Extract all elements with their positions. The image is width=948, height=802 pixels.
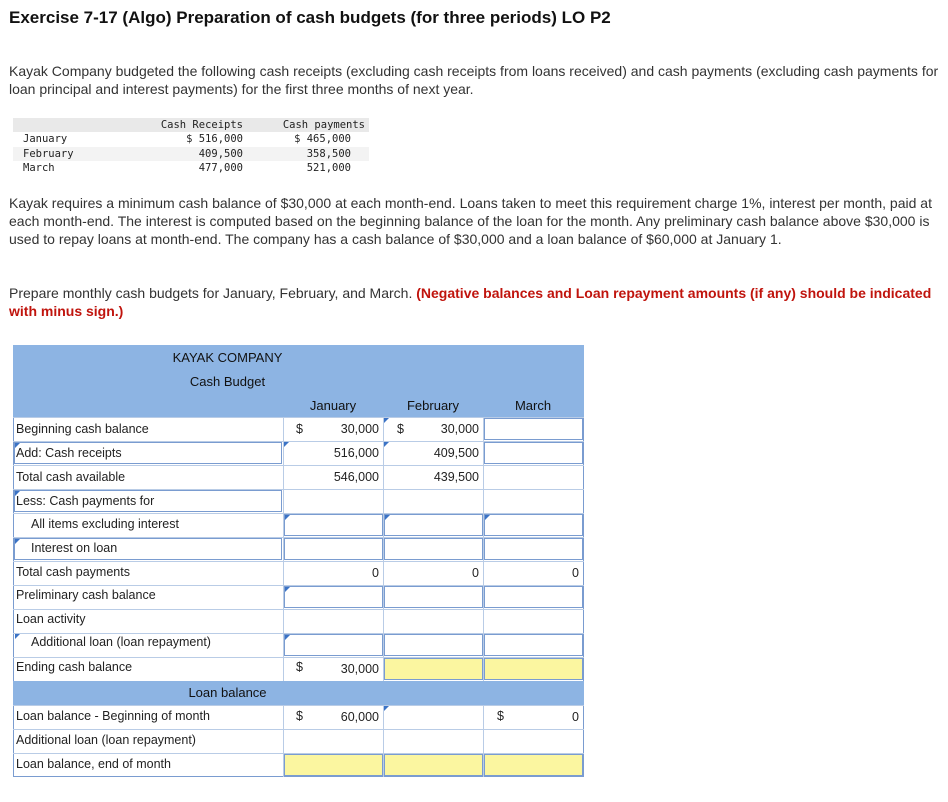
jan-loan-additional	[284, 730, 383, 752]
month-header-february: February	[406, 398, 460, 413]
input-flag-icon	[285, 515, 290, 520]
payments-cell: 521,000	[306, 162, 351, 174]
jan-ending-cash: 30,000	[340, 662, 379, 676]
label-all-items: All items excluding interest	[31, 517, 179, 531]
label-loan-activity: Loan activity	[16, 612, 86, 626]
budget-subtitle: Cash Budget	[189, 374, 266, 389]
mar-all-items-input[interactable]	[484, 514, 583, 536]
jan-total-payments: 0	[372, 566, 379, 580]
dollar-sign: $	[497, 709, 504, 723]
jan-loan-end-input[interactable]	[284, 754, 383, 776]
mar-interest-input[interactable]	[484, 538, 583, 560]
feb-additional-loan-input[interactable]	[384, 634, 483, 656]
jan-receipts: 516,000	[333, 446, 379, 460]
jan-beginning-cash: 30,000	[340, 422, 379, 436]
feb-total-available: 439,500	[433, 470, 479, 484]
label-total-available: Total cash available	[16, 470, 126, 484]
month-cell: February	[13, 147, 111, 162]
label-beginning-cash: Beginning cash balance	[16, 422, 149, 436]
feb-loan-begin-input[interactable]	[384, 706, 483, 728]
jan-preliminary-input[interactable]	[284, 586, 383, 608]
dollar-sign: $	[397, 422, 404, 436]
jan-interest-input[interactable]	[284, 538, 383, 560]
label-loan-additional: Additional loan (loan repayment)	[16, 733, 196, 747]
input-flag-icon	[285, 587, 290, 592]
jan-total-available: 546,000	[333, 470, 379, 484]
feb-loan-end-input[interactable]	[384, 754, 483, 776]
label-loan-begin: Loan balance - Beginning of month	[16, 709, 210, 723]
month-cell: January	[23, 133, 68, 145]
label-loan-end: Loan balance, end of month	[16, 757, 171, 771]
feb-all-items-input[interactable]	[384, 514, 483, 536]
feb-interest-input[interactable]	[384, 538, 483, 560]
table-row	[13, 161, 369, 176]
label-additional-loan: Additional loan (loan repayment)	[31, 635, 211, 649]
instruction-text	[9, 284, 939, 320]
table-header-payments: Cash payments	[247, 118, 369, 132]
table-row	[13, 132, 369, 147]
mar-receipts-input[interactable]	[484, 442, 583, 464]
label-total-payments: Total cash payments	[16, 565, 130, 579]
feb-ending-cash-input[interactable]	[384, 658, 483, 680]
table-row	[13, 147, 369, 162]
table-header-receipts: Cash Receipts	[111, 118, 247, 132]
input-flag-icon	[15, 539, 20, 544]
mar-loan-end-input[interactable]	[484, 754, 583, 776]
feb-preliminary-input[interactable]	[384, 586, 483, 608]
input-flag-icon	[485, 515, 490, 520]
instruction-red: (Negative balances and Loan repayment amounts (if any) should be indicated with minus sign.)	[9, 285, 932, 319]
payments-cell: $ 465,000	[294, 133, 351, 145]
input-flag-icon	[285, 635, 290, 640]
label-interest: Interest on loan	[31, 541, 118, 555]
month-cell: March	[23, 162, 55, 174]
label-less-payments: Less: Cash payments for	[16, 494, 155, 508]
mar-loan-begin: 0	[572, 710, 579, 724]
feb-total-payments: 0	[472, 566, 479, 580]
mar-ending-cash-input[interactable]	[484, 658, 583, 680]
month-header-march: March	[514, 398, 552, 413]
jan-all-items-input[interactable]	[284, 514, 383, 536]
intro-text: Kayak Company budgeted the following cash receipts (excluding cash receipts from loans received) and cash payments (excluding cash payments for loan principal and interest payments) for the first three months of next year.	[9, 63, 939, 97]
mar-total-payments: 0	[572, 566, 579, 580]
dollar-sign: $	[296, 709, 303, 723]
table-row	[13, 609, 584, 633]
company-name: KAYAK COMPANY	[172, 350, 283, 365]
mar-preliminary-input[interactable]	[484, 586, 583, 608]
instruction-normal: Prepare monthly cash budgets for January, February, and March.	[9, 285, 417, 301]
input-flag-icon	[384, 418, 389, 423]
requirements-text: Kayak requires a minimum cash balance of $30,000 at each month-end. Loans taken to meet this requirement charge 1%, interest per month, paid at each month-end. The interest is computed based on the beginning balance of the loan for the month. Any preliminary cash balance above $30,000 is used to repay loans at month-end. The company has a cash balance of $30,000 and a loan balance of $60,000 at January 1.	[9, 195, 932, 247]
jan-loan-begin: 60,000	[340, 710, 379, 724]
feb-beginning-cash: 30,000	[440, 422, 479, 436]
input-flag-icon	[15, 634, 20, 639]
label-preliminary: Preliminary cash balance	[16, 588, 156, 602]
feb-loan-additional	[384, 730, 483, 752]
mar-loan-additional	[484, 730, 583, 752]
label-cash-receipts: Add: Cash receipts	[16, 446, 122, 460]
receipts-cell: 409,500	[111, 147, 247, 162]
receipts-cell: 477,000	[198, 162, 243, 174]
input-flag-icon	[385, 515, 390, 520]
table-header-blank	[13, 118, 111, 132]
mar-beginning-cash-input[interactable]	[484, 418, 583, 440]
receipts-cell: $ 516,000	[186, 133, 243, 145]
jan-additional-loan-input[interactable]	[284, 634, 383, 656]
label-ending-cash: Ending cash balance	[16, 660, 133, 674]
payments-cell: 358,500	[247, 147, 369, 162]
receipts-payments-table	[13, 118, 369, 176]
page-title: Exercise 7-17 (Algo) Preparation of cash budgets (for three periods) LO P2	[9, 8, 611, 27]
dollar-sign: $	[296, 660, 303, 674]
feb-receipts: 409,500	[433, 446, 479, 460]
dollar-sign: $	[296, 422, 303, 436]
month-header-january: January	[309, 398, 357, 413]
mar-additional-loan-input[interactable]	[484, 634, 583, 656]
loan-balance-title: Loan balance	[188, 685, 267, 700]
